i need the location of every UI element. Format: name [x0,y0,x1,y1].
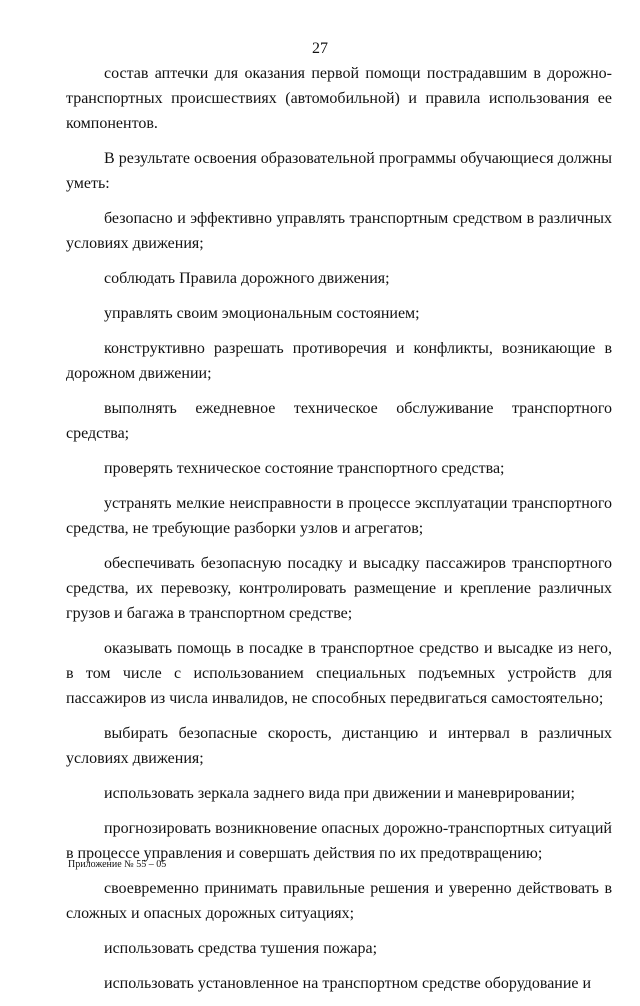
page-number: 27 [312,40,328,57]
paragraph: проверять техническое состояние транспортного средства; [104,460,505,477]
paragraph: устранять мелкие неисправности в процессе эксплуатации транспортного средства, не требующие разборки узлов и агрегатов; [66,495,612,537]
paragraph: безопасно и эффективно управлять транспортным средством в различных условиях движения; [66,210,612,252]
paragraph: состав аптечки для оказания первой помощи пострадавшим в дорожно-транспортных происшествиях (автомобильной) и правила использования ее компонентов. [66,65,612,132]
paragraph: обеспечивать безопасную посадку и высадку пассажиров транспортного средства, их перевозку, контролировать размещение и крепление различных грузов и багажа в транспортном средстве; [66,555,612,622]
footer-note: Приложение № 55 – 05 [68,859,167,870]
paragraph: использовать установленное на транспортном средстве оборудование и [104,975,592,992]
paragraph: конструктивно разрешать противоречия и конфликты, возникающие в дорожном движении; [66,340,612,382]
paragraph: использовать зеркала заднего вида при движении и маневрировании; [104,785,575,802]
paragraph: оказывать помощь в посадке в транспортное средство и высадке из него, в том числе с использованием специальных подъемных устройств для пассажиров из числа инвалидов, не способных передвигаться самостоятельно; [66,640,612,707]
paragraph: управлять своим эмоциональным состоянием; [104,305,420,322]
paragraph: использовать средства тушения пожара; [104,940,378,957]
paragraph: прогнозировать возникновение опасных дорожно-транспортных ситуаций в процессе управления и совершать действия по их предотвращению; [66,820,612,862]
paragraph: выполнять ежедневное техническое обслуживание транспортного средства; [66,400,612,442]
paragraph: В результате освоения образовательной программы обучающиеся должны уметь: [66,150,612,192]
paragraph: соблюдать Правила дорожного движения; [104,270,390,287]
paragraph: выбирать безопасные скорость, дистанцию и интервал в различных условиях движения; [66,725,612,767]
paragraph: своевременно принимать правильные решения и уверенно действовать в сложных и опасных дорожных ситуациях; [66,880,612,922]
